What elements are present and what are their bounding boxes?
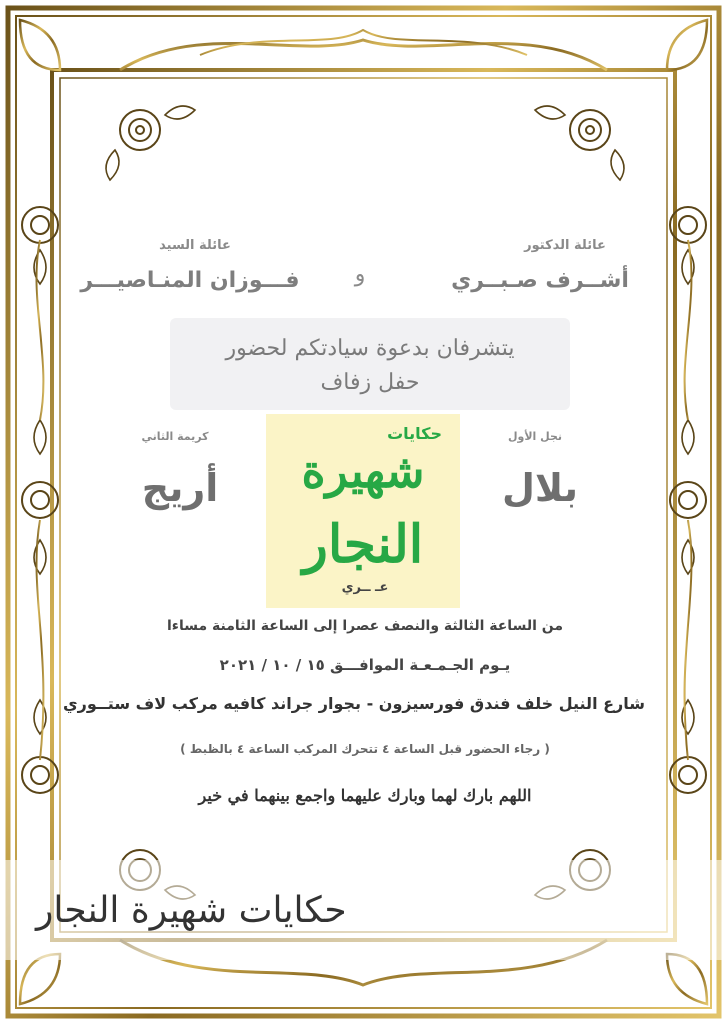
bride-family-name: فـــوزان المنـاصيـــر <box>80 268 300 293</box>
invitation-box <box>170 318 570 410</box>
invitation-line-2: حفل زفاف <box>320 370 420 395</box>
bride-family-label: عائلة السيد <box>159 238 231 253</box>
center-logo <box>266 414 460 608</box>
groom-family-name: أشــرف صـبــري <box>451 268 629 293</box>
time-line: من الساعة الثالثة والنصف عصرا إلى الساعة الثامنة مساءا <box>166 618 564 634</box>
note-line: ( رجاء الحضور قبل الساعة ٤ تتحرك المركب الساعة ٤ بالظبط ) <box>180 742 550 756</box>
groom-name: بلال <box>501 466 579 510</box>
family-connector: و <box>354 262 366 287</box>
logo-line-1: شهيرة <box>301 444 425 498</box>
bride-name: أريج <box>141 466 219 510</box>
groom-role-label: نجل الأول <box>507 430 563 443</box>
watermark-title: حكايات شهيرة النجار <box>36 890 347 931</box>
groom-family-label: عائلة الدكتور <box>524 238 606 253</box>
location-line: شارع النيل خلف فندق فورسيزون - بجوار جراند كافيه مركب لاف ستــوري <box>62 694 645 713</box>
invitation-line-1: يتشرفان بدعوة سيادتكم لحضور <box>225 336 515 361</box>
logo-small-text: حكايات <box>387 424 442 443</box>
date-line: يـوم الجـمـعـة الموافـــق ١٥ / ١٠ / ٢٠٢١ <box>219 656 511 674</box>
prayer-line: اللهم بارك لهما وبارك عليهما واجمع بينهما في خير <box>198 786 532 805</box>
bride-role-label: كريمة الثاني <box>141 430 209 443</box>
logo-line-2: النجار <box>302 514 424 575</box>
partial-line: عـ ــري <box>341 580 389 595</box>
